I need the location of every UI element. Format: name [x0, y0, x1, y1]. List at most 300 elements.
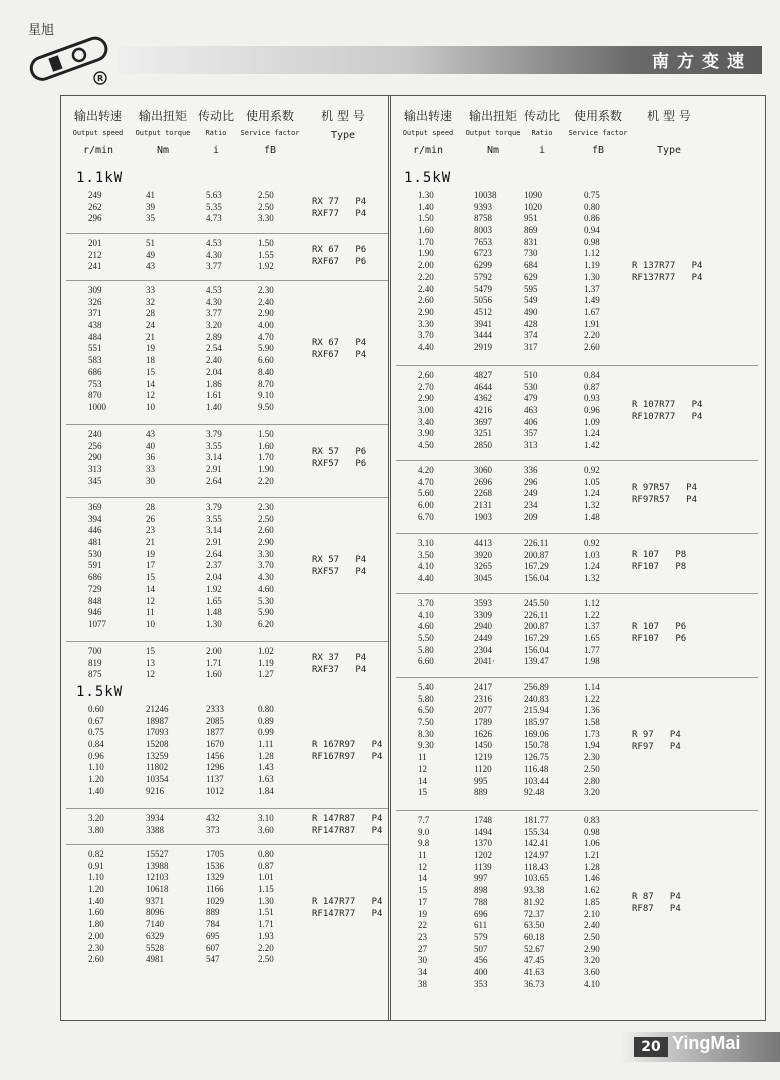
cell-factor: 6.60	[258, 355, 274, 366]
cell-speed: 1.10	[88, 872, 104, 883]
cell-speed: 3.80	[88, 824, 104, 835]
gearbox-type-label: R 87 P4 RF87 P4	[632, 891, 681, 914]
cell-torque: 49	[146, 249, 155, 260]
table-row	[396, 621, 758, 633]
cell-factor: 2.80	[584, 775, 600, 786]
group-separator	[66, 641, 388, 642]
cell-factor: 0.92	[584, 465, 600, 475]
cell-factor: 5.90	[258, 343, 274, 354]
left-header-ratio: 传动比 Ratio i	[197, 109, 234, 156]
cell-ratio: 951	[524, 213, 538, 224]
cell-torque: 19	[146, 548, 155, 559]
cell-factor: 2.50	[258, 190, 274, 200]
cell-speed: 296	[88, 213, 102, 224]
table-row	[66, 919, 388, 931]
table-row	[396, 752, 758, 764]
cell-ratio: 1536	[206, 860, 224, 871]
cell-ratio: 118.43	[524, 861, 549, 872]
cell-speed: 23	[418, 931, 427, 942]
cell-factor: 1.42	[584, 440, 600, 451]
cell-ratio: 2.04	[206, 366, 222, 377]
right-gearbox-group	[396, 370, 758, 452]
cell-speed: 591	[88, 560, 102, 571]
table-row	[66, 861, 388, 873]
table-row	[66, 849, 388, 861]
cell-speed: 22	[418, 920, 427, 931]
table-row	[66, 607, 388, 619]
cell-factor: 1.94	[584, 740, 600, 751]
cell-factor: 9.50	[258, 401, 274, 412]
table-row	[66, 954, 388, 966]
cell-ratio: 373	[206, 824, 220, 835]
cell-factor: 2.40	[258, 296, 274, 307]
cell-factor: 2.60	[584, 341, 600, 352]
cell-torque: 14	[146, 583, 155, 594]
table-row	[66, 872, 388, 884]
gearbox-type-label: R 107 P8 RF107 P8	[632, 550, 687, 573]
cell-factor: 1.73	[584, 728, 600, 739]
cell-speed: 3.30	[418, 318, 434, 329]
cell-factor: 3.60	[584, 966, 600, 977]
cell-factor: 0.96	[584, 405, 600, 416]
cell-speed: 9.0	[418, 826, 430, 837]
cell-factor: 0.94	[584, 225, 600, 236]
cell-torque: 12	[146, 595, 155, 606]
cell-ratio: 1012	[206, 785, 224, 796]
table-row	[396, 827, 758, 839]
cell-factor: 2.40	[584, 920, 600, 931]
cell-ratio: 831	[524, 236, 538, 247]
cell-torque: 2268	[474, 488, 492, 499]
cell-factor: 1.19	[584, 260, 600, 271]
cell-ratio: 406	[524, 416, 538, 427]
cell-speed: 729	[88, 583, 102, 594]
cell-factor: 3.20	[584, 787, 600, 798]
cell-ratio: 1456	[206, 750, 224, 761]
cell-ratio: 4.30	[206, 296, 222, 307]
cell-ratio: 181.77	[524, 815, 549, 825]
cell-speed: 9.30	[418, 740, 434, 751]
cell-speed: 946	[88, 607, 102, 618]
cell-factor: 0.87	[258, 860, 274, 871]
left-gearbox-group	[66, 813, 388, 836]
cell-torque: 18	[146, 355, 155, 366]
cell-factor: 2.60	[258, 525, 274, 536]
cell-speed: 6.50	[418, 705, 434, 716]
cell-factor: 0.75	[584, 190, 600, 200]
cell-ratio: 2.91	[206, 464, 222, 475]
cell-ratio: 2085	[206, 715, 224, 726]
cell-torque: 36	[146, 452, 155, 463]
cell-torque: 889	[474, 787, 488, 798]
left-gearbox-group	[66, 285, 388, 414]
group-separator	[66, 497, 388, 498]
table-row	[396, 633, 758, 645]
left-gearbox-group	[66, 849, 388, 966]
cell-factor: 2.90	[258, 308, 274, 319]
cell-factor: 0.80	[258, 849, 274, 859]
cell-ratio: 336	[524, 465, 538, 475]
group-separator	[396, 365, 758, 366]
group-separator	[66, 844, 388, 845]
cell-torque: 15	[146, 366, 155, 377]
cell-speed: 819	[88, 657, 102, 668]
table-row	[396, 272, 758, 284]
cell-ratio: 92.48	[524, 787, 545, 798]
cell-factor: 1.14	[584, 682, 600, 692]
cell-speed: 5.60	[418, 488, 434, 499]
cell-ratio: 167.29	[524, 561, 549, 572]
cell-speed: 551	[88, 343, 102, 354]
cell-torque: 4362	[474, 393, 492, 404]
table-row	[396, 307, 758, 319]
cell-speed: 212	[88, 249, 102, 260]
cell-speed: 201	[88, 238, 102, 248]
table-row	[396, 909, 758, 921]
gearbox-type-label: R 107R77 P4 RF107R77 P4	[632, 399, 703, 422]
cell-speed: 5.50	[418, 633, 434, 644]
cell-torque: 28	[146, 502, 155, 512]
cell-ratio: 2333	[206, 704, 224, 714]
table-row	[396, 370, 758, 382]
cell-speed: 313	[88, 464, 102, 475]
cell-ratio: 595	[524, 283, 538, 294]
cell-torque: 41	[146, 190, 155, 200]
cell-factor: 1.05	[584, 476, 600, 487]
cell-ratio: 3.77	[206, 261, 222, 272]
cell-factor: 1.65	[584, 633, 600, 644]
gearbox-type-label: R 137R77 P4 RF137R77 P4	[632, 260, 703, 283]
cell-speed: 3.70	[418, 330, 434, 341]
cell-torque: 1626	[474, 728, 492, 739]
cell-ratio: 4.73	[206, 213, 222, 224]
cell-factor: 3.60	[258, 824, 274, 835]
table-row	[396, 190, 758, 202]
cell-factor: 1.90	[258, 464, 274, 475]
table-row	[66, 402, 388, 414]
cell-torque: 1139	[474, 861, 492, 872]
cell-factor: 2.50	[584, 931, 600, 942]
cell-torque: 11802	[146, 762, 169, 773]
cell-torque: 3060	[474, 465, 492, 475]
cell-factor: 1.30	[584, 271, 600, 282]
cell-speed: 249	[88, 190, 102, 200]
left-gearbox-group	[66, 646, 388, 681]
cell-torque: 28	[146, 308, 155, 319]
cell-torque: 1202	[474, 850, 492, 861]
cell-ratio: 2.64	[206, 548, 222, 559]
brand-title: 南方变速	[652, 52, 752, 72]
cell-ratio: 1.65	[206, 595, 222, 606]
cell-factor: 1.70	[258, 452, 274, 463]
cell-ratio: 240.83	[524, 693, 549, 704]
cell-torque: 43	[146, 429, 155, 439]
cell-factor: 1.11	[258, 739, 274, 750]
cell-ratio: 52.67	[524, 943, 545, 954]
cell-ratio: 1.92	[206, 583, 222, 594]
cell-speed: 1.90	[418, 248, 434, 259]
cell-torque: 4981	[146, 954, 164, 965]
cell-factor: 2.10	[584, 908, 600, 919]
cell-speed: 241	[88, 261, 102, 272]
table-row	[396, 405, 758, 417]
left-gearbox-group	[66, 429, 388, 487]
table-row	[66, 285, 388, 297]
cell-torque: 5792	[474, 271, 492, 282]
right-gearbox-group	[396, 682, 758, 799]
cell-torque: 997	[474, 873, 488, 884]
table-row	[396, 382, 758, 394]
cell-ratio: 150.78	[524, 740, 549, 751]
table-row	[396, 319, 758, 331]
cell-factor: 1.48	[584, 511, 600, 522]
cell-torque: 13259	[146, 750, 169, 761]
left-header-speed: 输出转速 Output speed r/min	[72, 109, 124, 156]
cell-torque: 3309	[474, 609, 492, 620]
cell-speed: 256	[88, 440, 102, 451]
cell-speed: 1.60	[418, 225, 434, 236]
cell-ratio: 142.41	[524, 838, 549, 849]
left-gearbox-group	[66, 238, 388, 273]
group-separator	[66, 808, 388, 809]
cell-torque: 32	[146, 296, 155, 307]
cell-torque: 4413	[474, 538, 492, 548]
cell-ratio: 124.97	[524, 850, 549, 861]
cell-speed: 371	[88, 308, 102, 319]
cell-ratio: 169.06	[524, 728, 549, 739]
cell-ratio: 103.44	[524, 775, 549, 786]
cell-speed: 875	[88, 669, 102, 680]
cell-torque: 579	[474, 931, 488, 942]
cell-speed: 2.60	[88, 954, 104, 965]
cell-torque: 51	[146, 238, 155, 248]
cell-factor: 1.84	[258, 785, 274, 796]
left-power-heading-2: 1.5kW	[76, 684, 124, 700]
cell-speed: 394	[88, 513, 102, 524]
table-row	[396, 428, 758, 440]
cell-speed: 2.30	[88, 942, 104, 953]
cell-factor: 8.70	[258, 378, 274, 389]
cell-torque: 11	[146, 607, 155, 618]
cell-ratio: 156.04	[524, 573, 549, 584]
table-row	[66, 619, 388, 631]
cell-factor: 1.22	[584, 609, 600, 620]
cell-torque: 10038	[474, 190, 497, 200]
cell-ratio: 41.63	[524, 966, 545, 977]
cell-ratio: 245.50	[524, 598, 549, 608]
cell-factor: 1.24	[584, 428, 600, 439]
cell-speed: 700	[88, 646, 102, 656]
cell-speed: 4.10	[418, 561, 434, 572]
table-row	[396, 213, 758, 225]
cell-factor: 1.50	[258, 238, 274, 248]
cell-torque: 8758	[474, 213, 492, 224]
cell-ratio: 139.47	[524, 656, 549, 667]
gearbox-type-label: R 97R57 P4 RF97R57 P4	[632, 483, 698, 506]
table-row	[66, 514, 388, 526]
cell-torque: 3920	[474, 549, 492, 560]
cell-torque: 507	[474, 943, 488, 954]
publication-name: YingMai	[672, 1033, 741, 1053]
cell-torque: 9216	[146, 785, 164, 796]
cell-ratio: 63.50	[524, 920, 545, 931]
cell-ratio: 479	[524, 393, 538, 404]
cell-speed: 0.91	[88, 860, 104, 871]
left-gearbox-group	[66, 190, 388, 225]
cell-speed: 2.20	[418, 271, 434, 282]
table-row	[396, 967, 758, 979]
right-gearbox-group	[396, 190, 758, 354]
cell-factor: 1.58	[584, 717, 600, 728]
cell-ratio: 1.60	[206, 669, 222, 680]
cell-speed: 1.40	[88, 785, 104, 796]
cell-factor: 1.30	[258, 895, 274, 906]
cell-ratio: 3.77	[206, 308, 222, 319]
cell-ratio: 869	[524, 225, 538, 236]
cell-speed: 2.40	[418, 283, 434, 294]
table-row	[396, 740, 758, 752]
cell-torque: 7140	[146, 919, 164, 930]
cell-ratio: 2.64	[206, 475, 222, 486]
cell-factor: 1.98	[584, 656, 600, 667]
cell-factor: 1.85	[584, 896, 600, 907]
cell-factor: 5.30	[258, 595, 274, 606]
cell-ratio: 72.37	[524, 908, 545, 919]
cell-torque: 3388	[146, 824, 164, 835]
cell-torque: 15527	[146, 849, 169, 859]
table-row	[66, 390, 388, 402]
cell-speed: 240	[88, 429, 102, 439]
cell-torque: 13988	[146, 860, 169, 871]
cell-ratio: 1.61	[206, 390, 222, 401]
cell-ratio: 81.92	[524, 896, 545, 907]
table-row	[66, 943, 388, 955]
group-separator	[396, 460, 758, 461]
gearbox-type-label: R 97 P4 RF97 P4	[632, 729, 681, 752]
gearbox-type-label: RX 57 P6 RXF57 P6	[312, 447, 367, 470]
cell-ratio: 549	[524, 295, 538, 306]
cell-factor: 3.20	[584, 955, 600, 966]
cell-torque: 12	[146, 390, 155, 401]
cell-factor: 1.37	[584, 283, 600, 294]
cell-factor: 1.01	[258, 872, 274, 883]
cell-factor: 0.92	[584, 538, 600, 548]
table-row	[396, 248, 758, 260]
table-row	[396, 885, 758, 897]
cell-factor: 1.21	[584, 850, 600, 861]
table-row	[396, 284, 758, 296]
cell-factor: 0.86	[584, 213, 600, 224]
right-gearbox-group	[396, 465, 758, 523]
left-gearbox-group	[66, 502, 388, 631]
cell-factor: 0.83	[584, 815, 600, 825]
cell-factor: 1.22	[584, 693, 600, 704]
cell-factor: 1.71	[258, 919, 274, 930]
table-row	[396, 465, 758, 477]
cell-torque: 8096	[146, 907, 164, 918]
cell-factor: 1.77	[584, 644, 600, 655]
table-row	[396, 488, 758, 500]
table-row	[396, 717, 758, 729]
cell-torque: 2417	[474, 682, 492, 692]
table-row	[396, 550, 758, 562]
cell-speed: 326	[88, 296, 102, 307]
cell-torque: 2850	[474, 440, 492, 451]
table-row	[66, 716, 388, 728]
table-row	[66, 786, 388, 798]
cell-factor: 1.91	[584, 318, 600, 329]
cell-factor: 1.28	[584, 861, 600, 872]
cell-ratio: 730	[524, 248, 538, 259]
cell-torque: 24	[146, 320, 155, 331]
cell-ratio: 317	[524, 341, 538, 352]
cell-factor: 2.20	[258, 942, 274, 953]
cell-torque: 4512	[474, 306, 492, 317]
cell-ratio: 156.04	[524, 644, 549, 655]
table-row	[396, 764, 758, 776]
table-row	[396, 477, 758, 489]
cell-speed: 12	[418, 763, 427, 774]
cell-ratio: 296	[524, 476, 538, 487]
cell-factor: 2.30	[584, 752, 600, 763]
cell-speed: 446	[88, 525, 102, 536]
group-separator	[66, 424, 388, 425]
cell-ratio: 510	[524, 370, 538, 380]
cell-torque: 5056	[474, 295, 492, 306]
cell-torque: 6299	[474, 260, 492, 271]
group-separator	[396, 677, 758, 678]
cell-ratio: 629	[524, 271, 538, 282]
cell-factor: 3.30	[258, 548, 274, 559]
cell-factor: 4.10	[584, 978, 600, 989]
cell-torque: 611	[474, 920, 488, 931]
right-header-type: 机 型 号 Type	[647, 109, 691, 156]
cell-ratio: 60.18	[524, 931, 545, 942]
cell-factor: 1.50	[258, 429, 274, 439]
table-row	[396, 573, 758, 585]
table-row	[66, 596, 388, 608]
table-row	[396, 237, 758, 249]
cell-torque: 3265	[474, 561, 492, 572]
cell-speed: 2.70	[418, 381, 434, 392]
cell-ratio: 1090	[524, 190, 542, 200]
cell-speed: 6.00	[418, 500, 434, 511]
cell-ratio: 889	[206, 907, 220, 918]
cell-speed: 3.90	[418, 428, 434, 439]
cell-speed: 6.60	[418, 656, 434, 667]
table-row	[396, 944, 758, 956]
cell-torque: 2077	[474, 705, 492, 716]
cell-ratio: 2.37	[206, 560, 222, 571]
cell-ratio: 3.79	[206, 502, 222, 512]
cell-factor: 4.60	[258, 583, 274, 594]
cell-torque: 2940	[474, 621, 492, 632]
cell-speed: 3.00	[418, 405, 434, 416]
table-row	[66, 704, 388, 716]
cell-torque: 696	[474, 908, 488, 919]
cell-ratio: 1877	[206, 727, 224, 738]
cell-speed: 484	[88, 331, 102, 342]
cell-ratio: 1.40	[206, 401, 222, 412]
cell-torque: 1450	[474, 740, 492, 751]
cell-speed: 583	[88, 355, 102, 366]
table-row	[396, 512, 758, 524]
cell-speed: 17	[418, 896, 427, 907]
cell-ratio: 126.75	[524, 752, 549, 763]
cell-speed: 4.60	[418, 621, 434, 632]
cell-ratio: 607	[206, 942, 220, 953]
cell-ratio: 695	[206, 930, 220, 941]
